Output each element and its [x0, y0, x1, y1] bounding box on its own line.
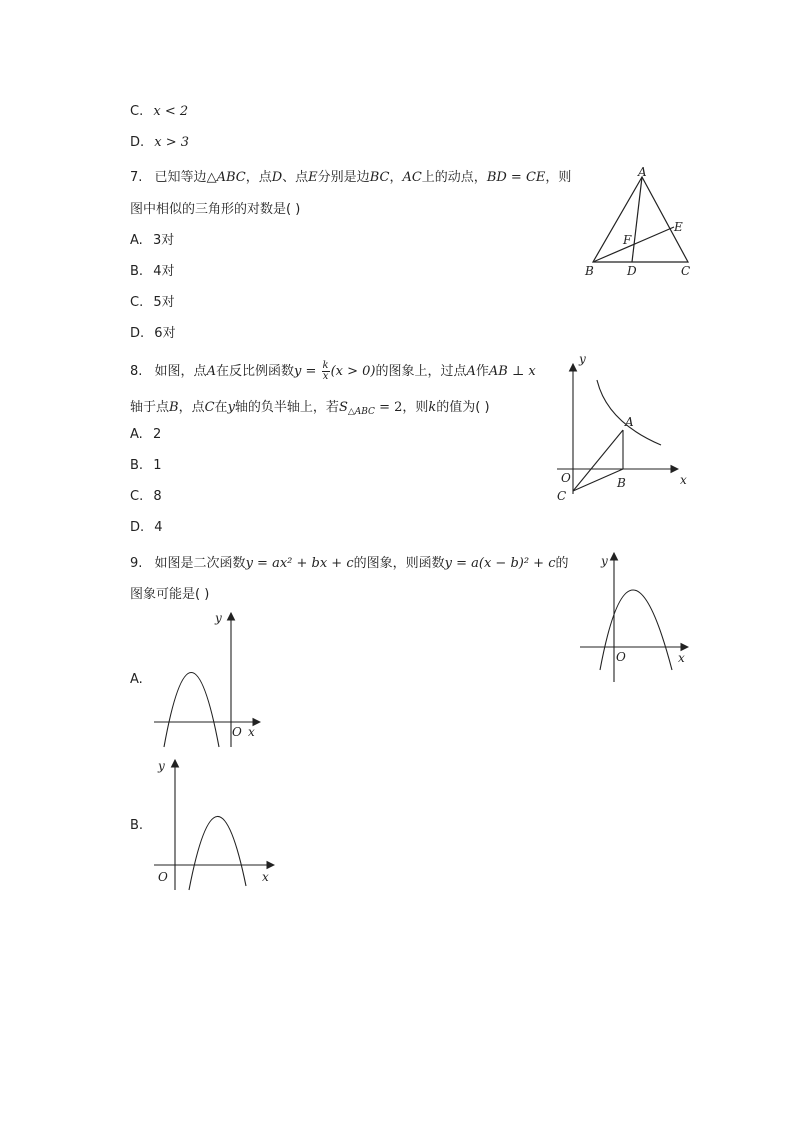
stem-text: ，则 — [402, 400, 429, 415]
stem-text: 的图象上，过点 — [375, 364, 467, 379]
stem-text: 如图，点 — [154, 364, 207, 379]
math-var: y — [293, 364, 302, 379]
math-subscript: △ABC — [347, 407, 375, 417]
q9-stem-line2: 图象可能是( ) — [130, 587, 210, 602]
option-text: 4 — [154, 520, 163, 535]
label-origin: O — [232, 725, 242, 739]
option-label: D. — [130, 520, 145, 535]
option-text: 2 — [152, 427, 162, 442]
stem-text: 轴于点 — [130, 400, 170, 415]
q9-parabola-figure — [578, 545, 693, 685]
stem-text: 、点 — [282, 170, 309, 185]
q6-option-d[interactable] — [130, 135, 189, 150]
question-number: 8. — [130, 364, 143, 379]
q8-stem-line1 — [130, 360, 536, 382]
label-a: A — [625, 415, 634, 429]
option-text: 4对 — [153, 264, 175, 279]
option-text: 1 — [153, 458, 162, 473]
stem-text: 如图是二次函数 — [154, 556, 246, 571]
stem-text: 上的动点， — [421, 170, 487, 185]
option-text: 6对 — [154, 326, 176, 341]
math-expr: = 2 — [374, 400, 403, 415]
q7-option-c[interactable] — [130, 291, 175, 310]
math-expr: BD = CE — [486, 170, 546, 185]
math-var: D — [271, 170, 283, 185]
option-label: B. — [130, 458, 144, 473]
triangle-symbol: △ — [206, 170, 217, 185]
stem-text: 作 — [475, 364, 489, 379]
q7-stem-line1 — [130, 166, 571, 185]
q7-option-d[interactable] — [130, 322, 176, 341]
q9-stem-line1 — [130, 552, 569, 571]
label-b: B — [617, 476, 626, 490]
math-expr: y = a(x − b)² + c — [444, 556, 556, 571]
question-number: 9. — [130, 556, 143, 571]
stem-text: 的图象，则函数 — [353, 556, 445, 571]
fraction-denominator: x — [322, 371, 329, 382]
option-label: D. — [130, 135, 145, 150]
option-text: 5对 — [153, 295, 175, 310]
math-var: y — [227, 400, 235, 415]
math-var: A — [206, 364, 216, 379]
math-var: E — [308, 170, 318, 185]
math-var: ABC — [216, 170, 246, 185]
math-var: k — [428, 400, 437, 415]
axis-label-x: x — [680, 473, 687, 487]
q9-option-a-label[interactable]: A. — [130, 672, 143, 687]
q8-option-d[interactable] — [130, 520, 163, 535]
stem-text: ，点 — [245, 170, 272, 185]
q7-option-a[interactable] — [130, 229, 174, 248]
option-label: D. — [130, 326, 145, 341]
axis-label-x: x — [248, 725, 255, 739]
option-label: C. — [130, 295, 144, 310]
axis-label-y: y — [158, 759, 165, 773]
math-var: S — [338, 400, 348, 415]
option-text: 8 — [153, 489, 162, 504]
math-expr: y = ax² + bx + c — [245, 556, 354, 571]
label-c: C — [557, 489, 567, 503]
option-label: B. — [130, 264, 144, 279]
q8-option-a[interactable] — [130, 427, 161, 442]
q7-stem-line2: 图中相似的三角形的对数是( ) — [130, 202, 301, 217]
axis-label-y: y — [579, 352, 586, 366]
label-f: F — [623, 233, 632, 247]
q8-option-c[interactable] — [130, 489, 162, 504]
math-expr: AB ⊥ x — [488, 364, 536, 379]
label-origin: O — [561, 471, 571, 485]
option-label: C. — [130, 489, 144, 504]
label-c: C — [681, 264, 691, 278]
stem-text: 分别是边 — [317, 170, 370, 185]
label-a: A — [638, 165, 647, 179]
q8-option-b[interactable] — [130, 458, 161, 473]
fraction-k-over-x — [322, 361, 330, 382]
axis-label-x: x — [678, 651, 685, 665]
label-e: E — [674, 220, 683, 234]
q6-option-c[interactable] — [130, 104, 188, 119]
q8-hyperbola-figure — [553, 352, 693, 502]
label-origin: O — [158, 870, 168, 884]
math-var: A — [466, 364, 476, 379]
math-var: B — [169, 400, 179, 415]
stem-text: 的 — [555, 556, 569, 571]
math-cond: (x > 0) — [330, 364, 376, 379]
option-label: A. — [130, 233, 143, 248]
stem-text: ，则 — [545, 170, 572, 185]
q9-option-b-figure[interactable] — [150, 752, 280, 892]
label-b: B — [585, 264, 594, 278]
q7-triangle-figure — [580, 165, 700, 280]
axis-label-y: y — [601, 554, 608, 568]
option-label: C. — [130, 104, 144, 119]
option-expr: x < 2 — [153, 104, 189, 119]
q9-option-a-figure[interactable] — [150, 605, 265, 750]
option-text: 3对 — [152, 233, 175, 248]
label-origin: O — [616, 650, 626, 664]
q9-option-b-label[interactable]: B. — [130, 818, 144, 833]
label-d: D — [627, 264, 637, 278]
fraction-numerator: k — [322, 360, 329, 371]
stem-text: 已知等边 — [154, 170, 207, 185]
math-var: BC — [369, 170, 390, 185]
stem-text: 轴的负半轴上，若 — [234, 400, 339, 415]
stem-text: ，点 — [178, 400, 205, 415]
stem-text: ， — [389, 170, 403, 185]
q7-option-b[interactable] — [130, 260, 174, 279]
stem-text: 在 — [214, 400, 228, 415]
option-expr: x > 3 — [154, 135, 190, 150]
q8-stem-line2 — [130, 396, 490, 417]
axis-label-y: y — [215, 611, 222, 625]
question-number: 7. — [130, 170, 143, 185]
stem-text: 在反比例函数 — [215, 364, 294, 379]
option-label: A. — [130, 427, 143, 442]
math-var: C — [204, 400, 215, 415]
axis-label-x: x — [262, 870, 269, 884]
math-var: AC — [402, 170, 422, 185]
math-op: = — [301, 364, 321, 379]
stem-text: 的值为( ) — [436, 400, 490, 415]
